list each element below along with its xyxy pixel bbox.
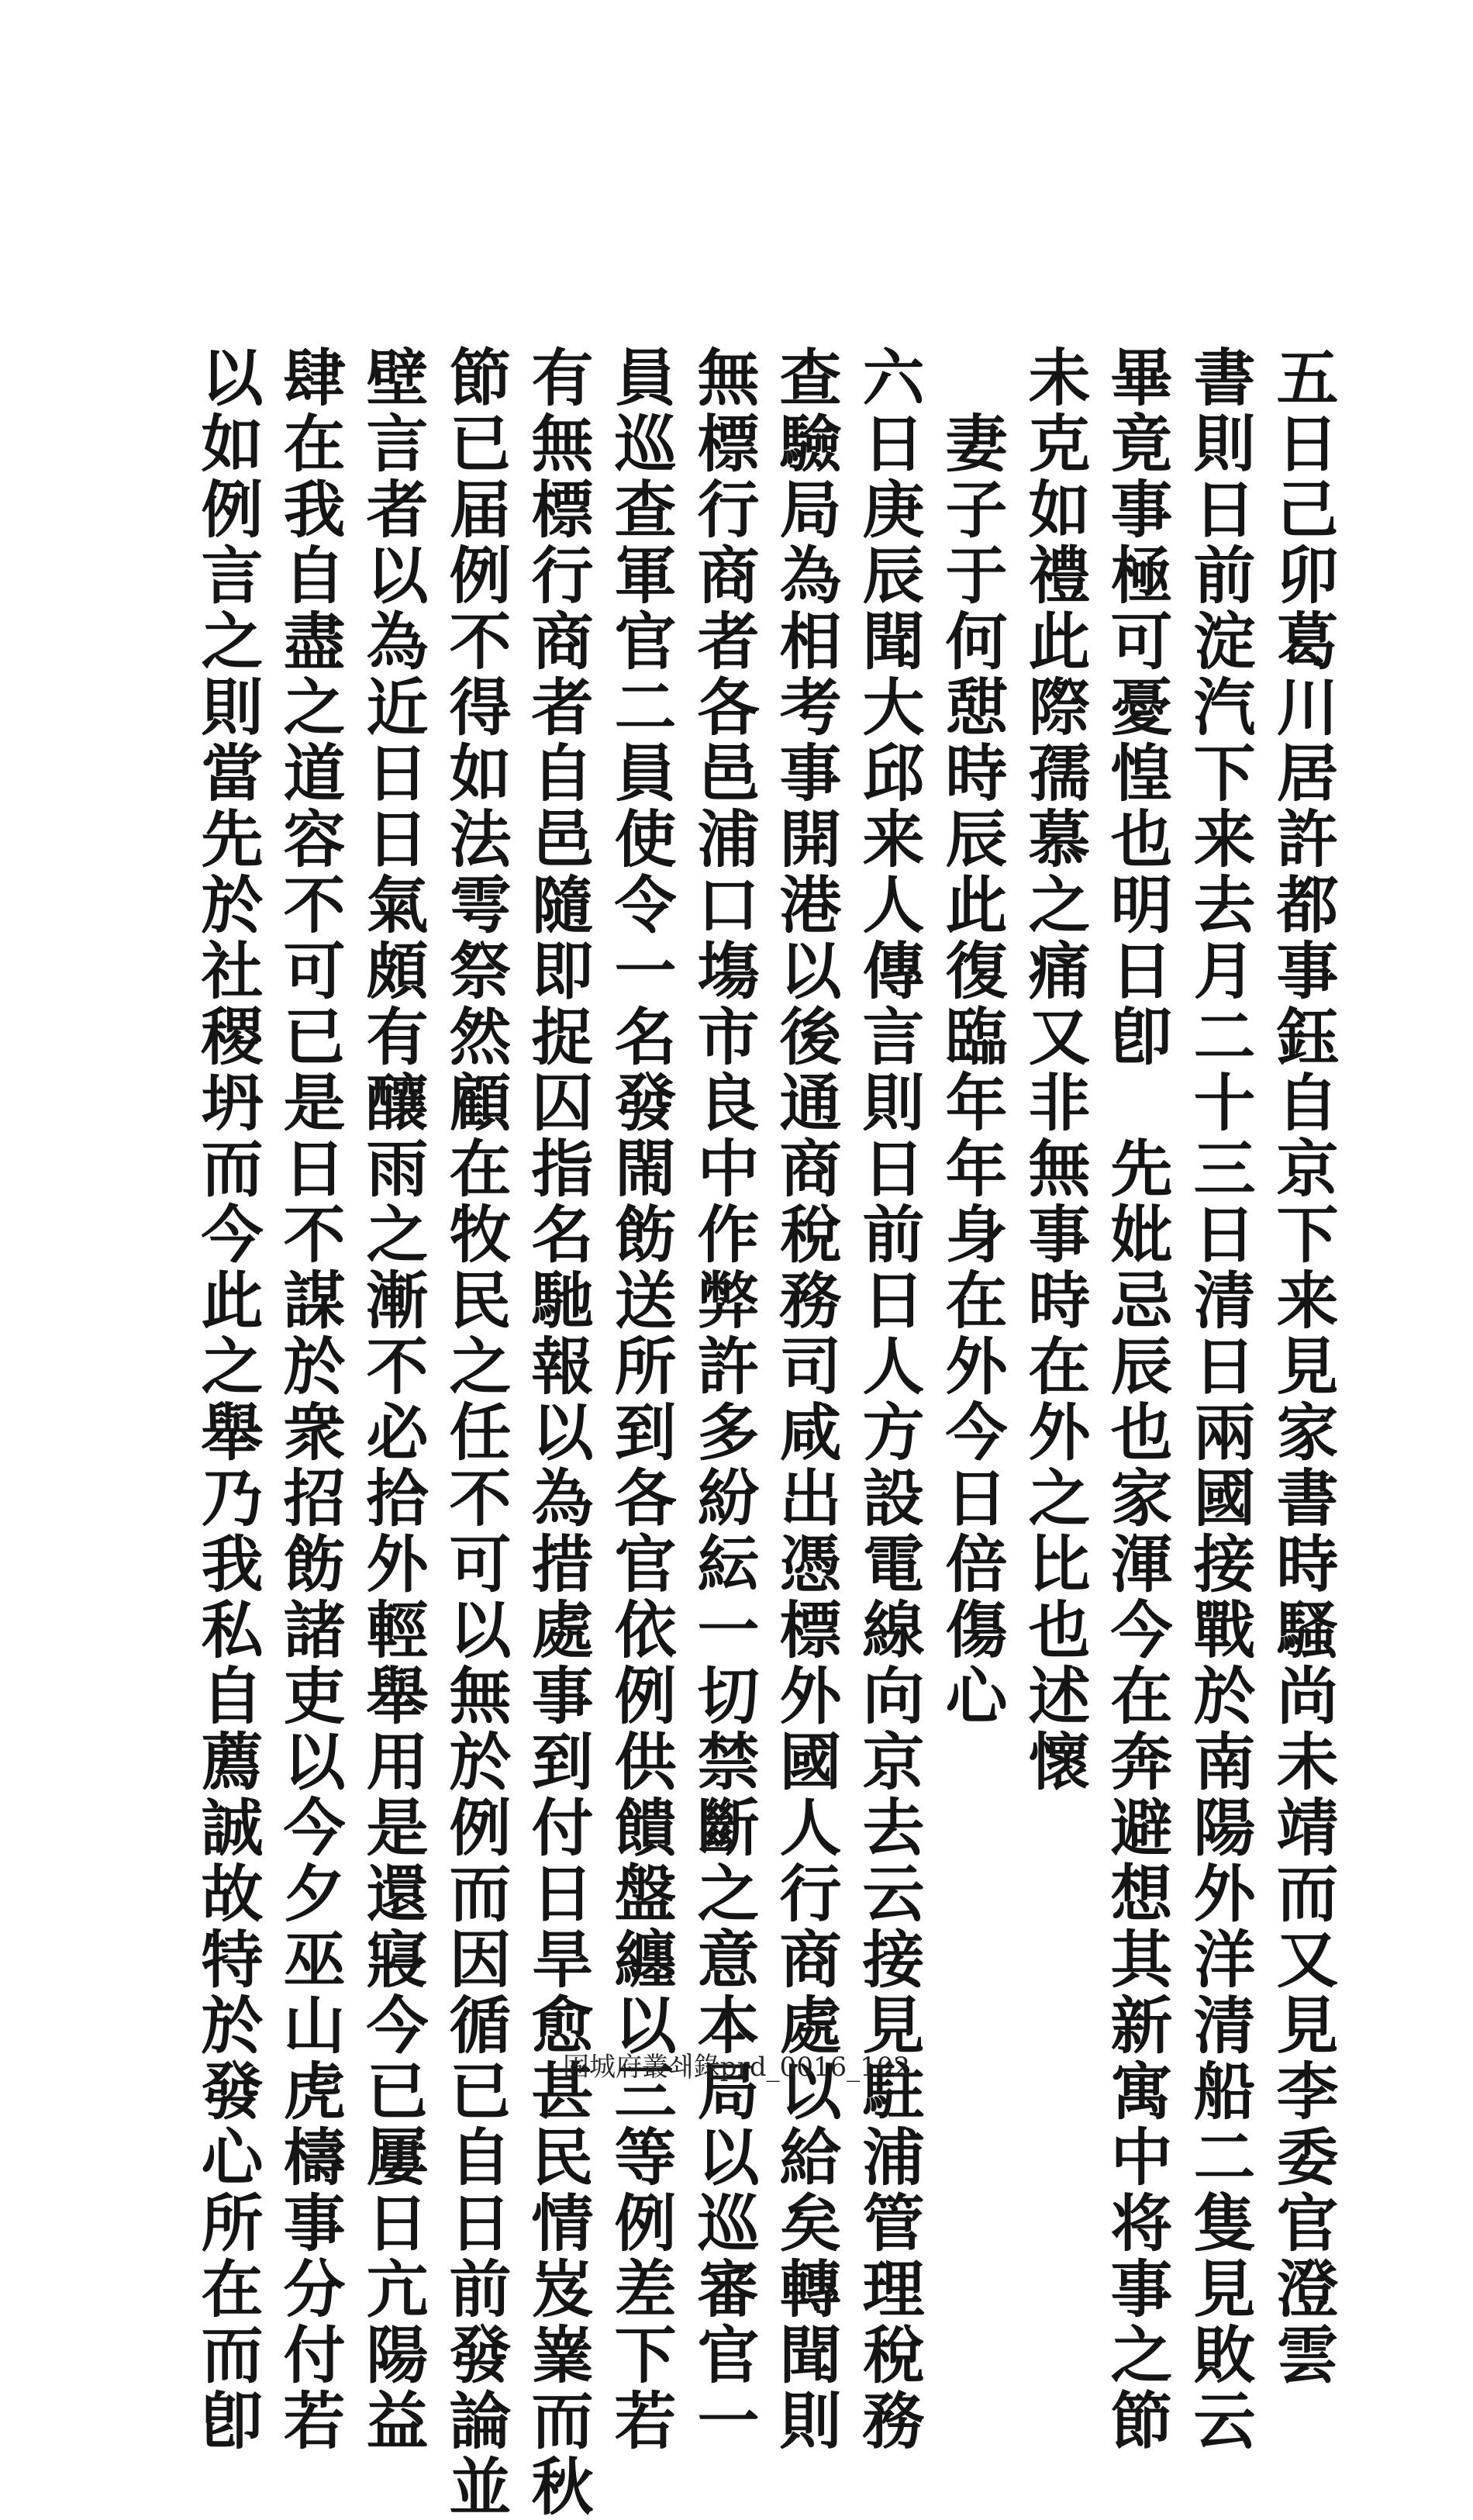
text-column-4: 未克如禮此際孺慕之痛又非無事時在外之比也述懷 <box>1018 345 1091 1795</box>
text-column-12: 壁言者以為近日日氣頗有釀雨之漸不必拾外輕舉用是還寢今已屢日亢陽益 <box>356 345 429 2454</box>
text-column-10: 有無標行商者自邑隨即捉囚指名馳報以為措處事到付日旱愈甚民情岌嶪而秋 <box>521 345 594 2520</box>
text-column-6: 六日庚辰聞大邱来人傳言則日前日人方設電線向京去云接見駐浦管理稅務 <box>852 345 925 2454</box>
text-column-8: 無標行商者各邑浦口塲市良中作弊許多紛紜一切禁斷之意本局以巡審官一 <box>687 345 760 2454</box>
text-column-2: 書則日前淀汽下来去月二十三日清日兩國接戰於南陽外洋清船二隻見敗云 <box>1183 345 1256 2454</box>
text-column-13: 肆在我自盡之道容不可已是日不謀於衆招飭諸吏以今夕巫山虎檮事分付若 <box>273 345 346 2454</box>
text-column-5: 妻子于何憇時辰此復臨年年身在外今日倍傷心 <box>935 411 1008 1729</box>
text-column-3: 畢竟事極可憂惶也明日卽 先妣忌辰也家渾今在奔避想其新寓中将事之節 <box>1100 345 1173 2454</box>
text-column-7: 查驗局為相考事開港以後通商稅務司咸出憑標外國人行商處以給矣轉聞則 <box>769 345 842 2454</box>
page-caption: 固城府叢쇄錄prd_0016_102 <box>562 2052 911 2083</box>
text-column-14: 以如例言之則當先於社稷坍而今此之舉乃我私自薦誠故特於發心所在而卽 <box>191 345 264 2454</box>
text-column-11: 節已届例不得如法雩祭然顧在牧民之任不可以無於例而因循已自日前發論並 <box>439 345 512 2520</box>
text-column-9: 員巡查軍官二員使令一名發閙飭送所到各官依例供饋盤纏以三等例差下若 <box>604 345 677 2454</box>
text-column-1: 五日己卯葛川居許都事鈺自京下来見家書時騷尚未靖而又見李委官澄雲 <box>1266 345 1339 2388</box>
